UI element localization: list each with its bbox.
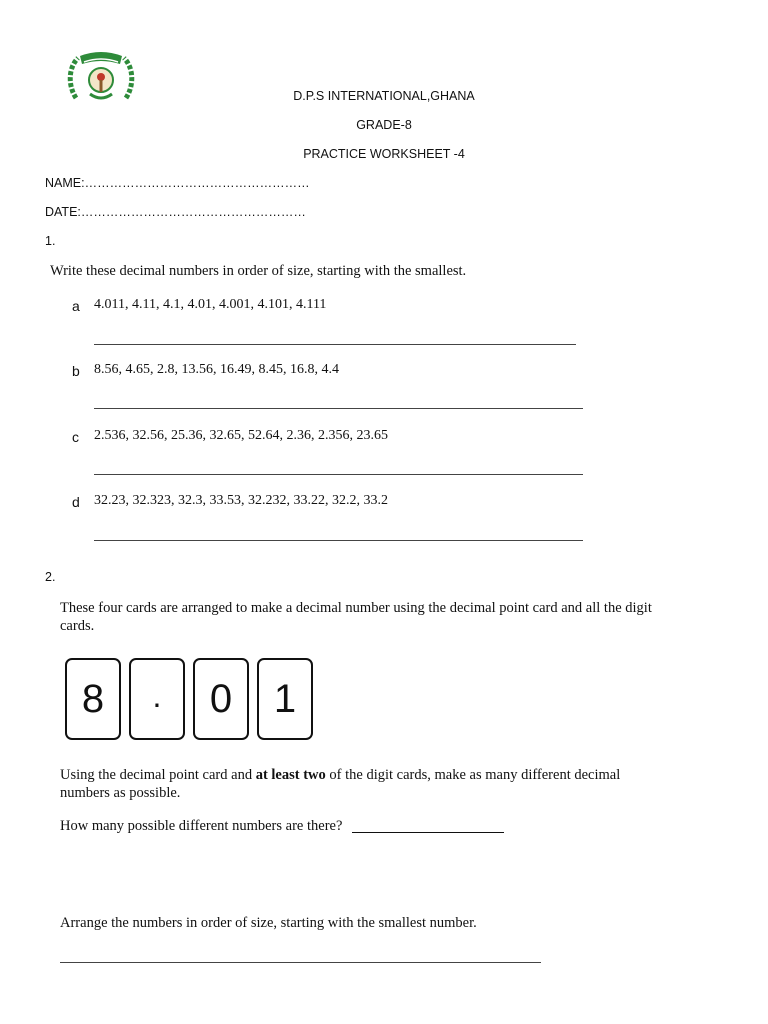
question-2-instruction-line2: numbers as possible. (60, 785, 181, 801)
worksheet-title: PRACTICE WORKSHEET -4 (303, 147, 465, 161)
question-2-intro-line2: cards. (60, 618, 95, 634)
item-b-numbers: 8.56, 4.65, 2.8, 13.56, 16.49, 8.45, 16.8, 4.4 (94, 362, 339, 377)
instruction-pre: Using the decimal point card and (60, 767, 256, 783)
question-1-instruction: Write these decimal numbers in order of size, starting with the smallest. (50, 263, 467, 279)
decimal-point-card: . (129, 658, 185, 740)
question-2-intro-line1: These four cards are arranged to make a decimal number using the decimal point card and all the digit (60, 600, 652, 616)
question-2-number: 2. (45, 570, 56, 584)
instruction-bold: at least two (255, 767, 326, 783)
instruction-post: of the digit cards, make as many different decimal (325, 767, 621, 783)
item-b-letter: b (72, 363, 80, 379)
item-c-letter: c (72, 429, 79, 445)
item-d-numbers: 32.23, 32.323, 32.3, 33.53, 32.232, 33.22, 32.2, 33.2 (94, 493, 388, 508)
item-a-numbers: 4.011, 4.11, 4.1, 4.01, 4.001, 4.101, 4.111 (94, 297, 327, 312)
item-b-answer-line (94, 408, 583, 409)
digit-card-0: 0 (193, 658, 249, 740)
question-2-instruction (60, 767, 620, 784)
item-d-letter: d (72, 494, 80, 510)
name-field: NAME:……………………………………………… (45, 176, 310, 190)
how-many-answer-line (352, 832, 504, 833)
grade-label: GRADE-8 (356, 118, 412, 132)
date-field: DATE:……………………………………………… (45, 205, 306, 219)
item-a-answer-line (94, 344, 576, 345)
item-c-numbers: 2.536, 32.56, 25.36, 32.65, 52.64, 2.36, 2.356, 23.65 (94, 428, 388, 443)
arrange-answer-line (60, 962, 541, 963)
item-c-answer-line (94, 474, 583, 475)
school-title: D.P.S INTERNATIONAL,GHANA (293, 89, 475, 103)
how-many-question: How many possible different numbers are there? (60, 818, 343, 834)
question-1-number: 1. (45, 234, 56, 248)
item-d-answer-line (94, 540, 583, 541)
item-a-letter: a (72, 298, 80, 314)
arrange-instruction: Arrange the numbers in order of size, starting with the smallest number. (60, 915, 477, 931)
digit-card-1: 1 (257, 658, 313, 740)
digit-card-8: 8 (65, 658, 121, 740)
